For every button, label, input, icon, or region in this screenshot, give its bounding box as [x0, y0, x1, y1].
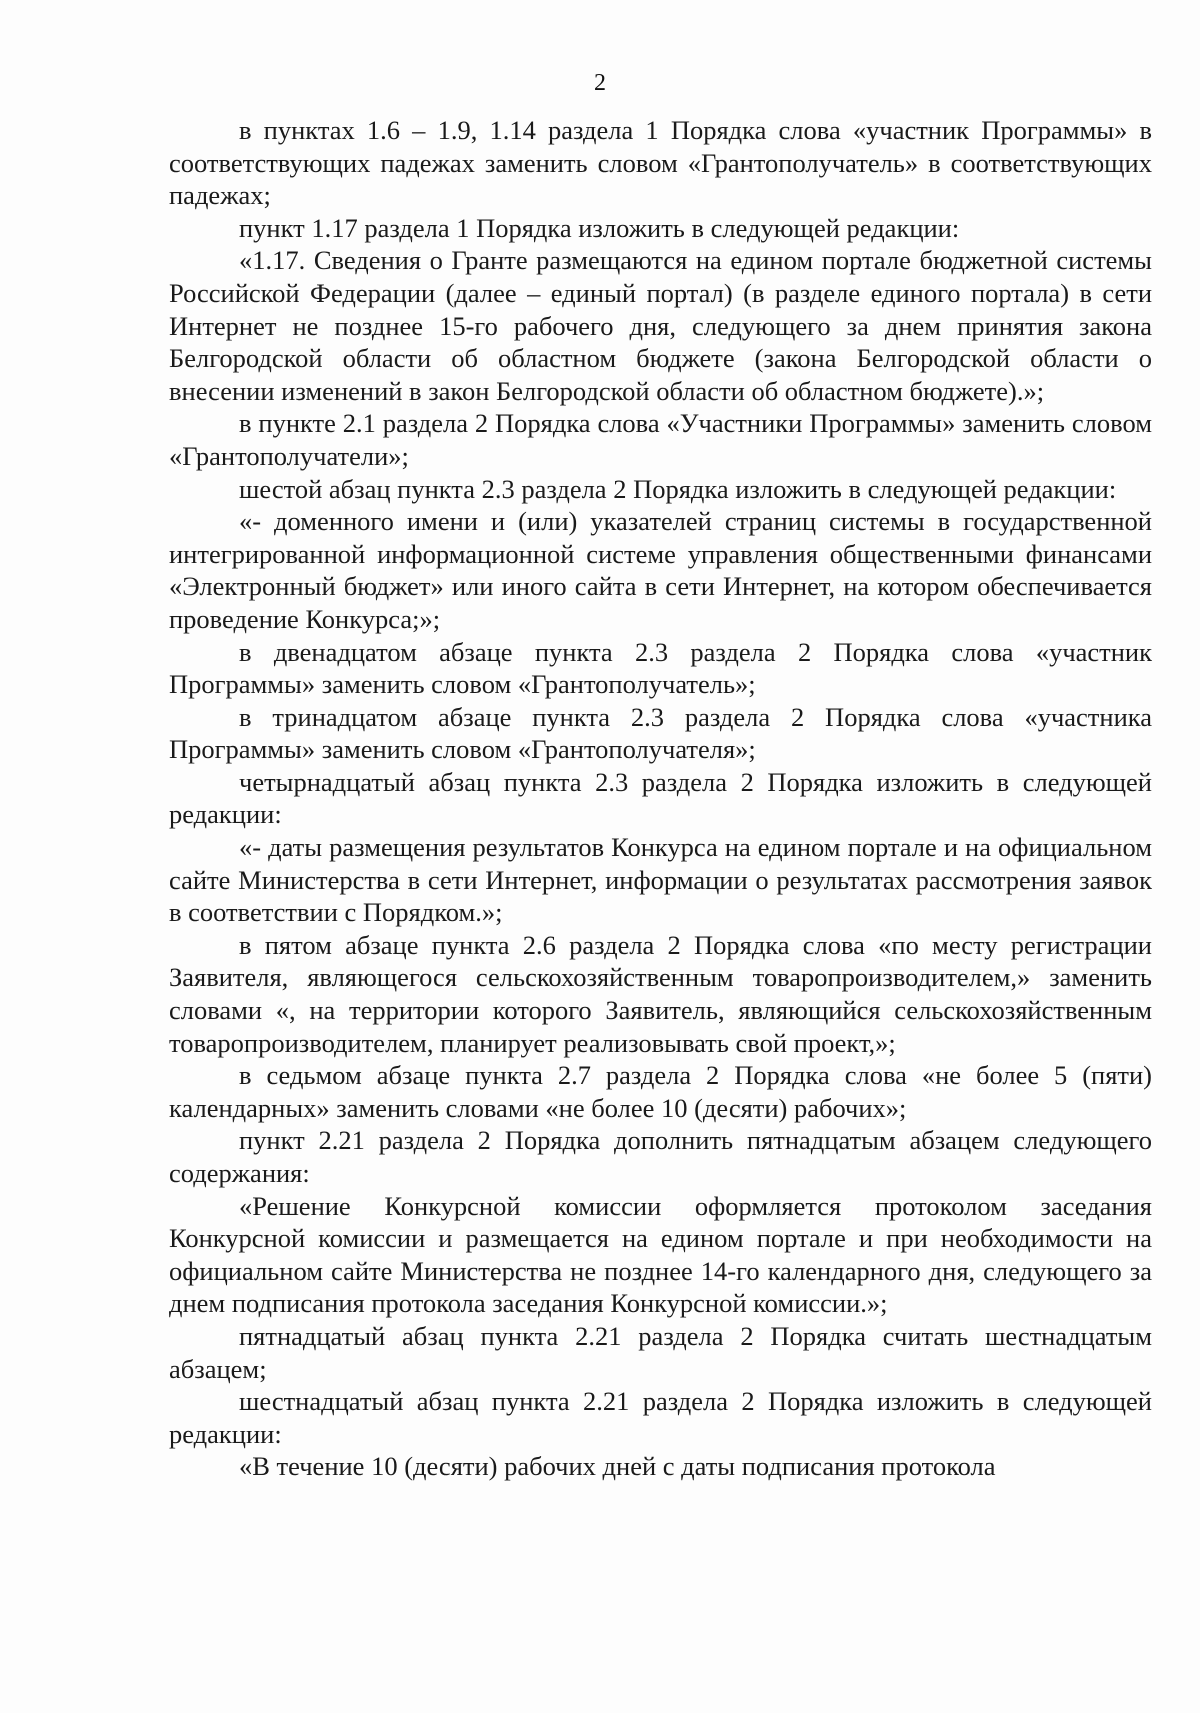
paragraph: в пункте 2.1 раздела 2 Порядка слова «Участники Программы» заменить словом «Грантополучатели»;: [169, 408, 1152, 471]
paragraph: шестой абзац пункта 2.3 раздела 2 Порядка изложить в следующей редакции:: [239, 473, 1117, 504]
document-body: [169, 114, 1152, 1483]
paragraph: четырнадцатый абзац пункта 2.3 раздела 2 Порядка изложить в следующей редакции:: [169, 766, 1152, 830]
paragraph: «1.17. Сведения о Гранте размещаются на едином портале бюджетной системы Российской Федерации (далее – единый портал) (в разделе единого портала) в сети Интернет не позднее 15-го рабочего дня, следующего за днем принятия закона Белгородской области об областном бюджете (закона Белгородской области о внесении изменений в закон Белгородской области об областном бюджете).»;: [169, 245, 1152, 406]
paragraph: пункт 2.21 раздела 2 Порядка дополнить пятнадцатым абзацем следующего содержания:: [169, 1125, 1152, 1188]
paragraph: пятнадцатый абзац пункта 2.21 раздела 2 Порядка считать шестнадцатым абзацем;: [169, 1320, 1152, 1384]
paragraph: в пунктах 1.6 – 1.9, 1.14 раздела 1 Порядка слова «участник Программы» в соответствующих падежах заменить словом «Грантополучатель» в соответствующих падежах;: [169, 115, 1152, 211]
paragraph: в седьмом абзаце пункта 2.7 раздела 2 Порядка слова «не более 5 (пяти) календарных» заменить словами «не более 10 (десяти) рабочих»;: [169, 1060, 1152, 1123]
page-number: 2: [594, 70, 606, 96]
paragraph: шестнадцатый абзац пункта 2.21 раздела 2 Порядка изложить в следующей редакции:: [169, 1386, 1152, 1449]
paragraph: «В течение 10 (десяти) рабочих дней с даты подписания протокола: [239, 1451, 996, 1482]
paragraph: «- даты размещения результатов Конкурса на едином портале и на официальном сайте Министерства в сети Интернет, информации о результатах рассмотрения заявок в соответствии с Порядком.»;: [169, 832, 1152, 928]
paragraph: «Решение Конкурсной комиссии оформляется протоколом заседания Конкурсной комиссии и размещается на едином портале и при необходимости на официальном сайте Министерства не позднее 14-го календарного дня, следующего за днем подписания протокола заседания Конкурсной комиссии.»;: [169, 1190, 1152, 1319]
paragraph: в пятом абзаце пункта 2.6 раздела 2 Порядка слова «по месту регистрации Заявителя, являющегося сельскохозяйственным товаропроизводителем,» заменить словами «, на территории которого Заявитель, являющийся сельскохозяйственным товаропроизводителем, планирует реализовывать свой проект,»;: [169, 929, 1152, 1058]
paragraph: пункт 1.17 раздела 1 Порядка изложить в следующей редакции:: [239, 212, 960, 243]
paragraph: в тринадцатом абзаце пункта 2.3 раздела 2 Порядка слова «участника Программы» заменить словом «Грантополучателя»;: [169, 701, 1152, 765]
paragraph: «- доменного имени и (или) указателей страниц системы в государственной интегрированной информационной системе управления общественными финансами «Электронный бюджет» или иного сайта в сети Интернет, на котором обеспечивается проведение Конкурса;»;: [169, 506, 1152, 634]
paragraph: в двенадцатом абзаце пункта 2.3 раздела 2 Порядка слова «участник Программы» заменить словом «Грантополучатель»;: [169, 636, 1152, 700]
